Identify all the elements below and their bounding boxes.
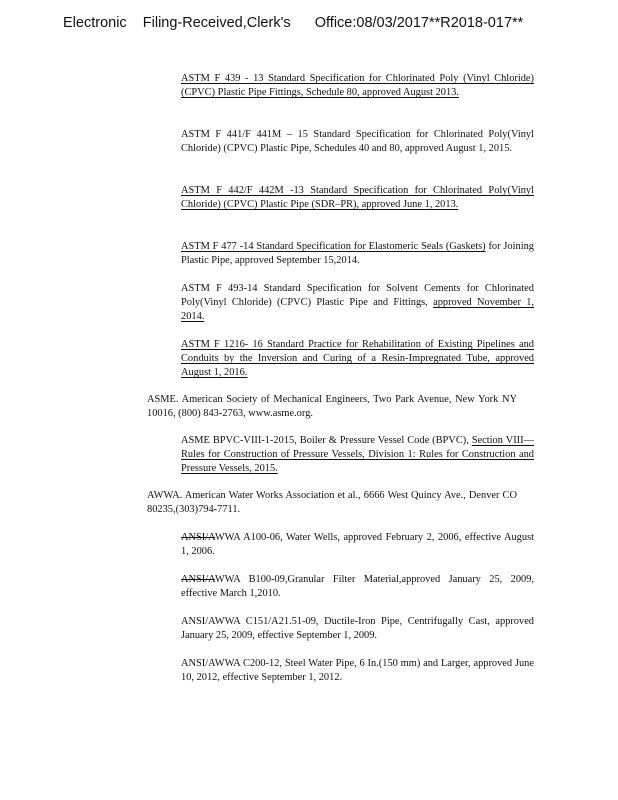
awwa-b100-entry — [181, 573, 534, 601]
asme-bpvc-entry — [181, 434, 534, 476]
entry-text-strike: ANSI/A — [181, 532, 215, 543]
entry-text-underline: approved November 1, 2014. — [181, 297, 535, 322]
awwa-organization: AWWA. American Water Works Association et al., 6666 West Quincy Ave., Denver CO 80235,(303)794-7711. — [147, 490, 517, 515]
entry-text-underline: ASTM F 477 -14 Standard Specification for Elastomeric Seals (Gaskets) — [181, 241, 486, 252]
entry-text-underline: ASTM F 439 - 13 Standard Specification for Chlorinated Poly (Vinyl Chloride) (CPVC) Plastic Pipe Fittings, Schedule 80, approved August 2013. — [181, 73, 534, 98]
entry-text-plain: for Joining Plastic Pipe, approved September 15,2014. — [181, 241, 534, 266]
astm-f439-entry — [181, 72, 534, 100]
astm-f493-entry — [181, 282, 534, 324]
asme-organization: ASME. American Society of Mechanical Engineers, Two Park Avenue, New York NY 10016, (800) 843-2763, www.asme.org. — [147, 394, 517, 419]
entry-text-underline: ASTM F 442/F 442M -13 Standard Specification for Chlorinated Poly(Vinyl Chloride) (CPVC) Plastic Pipe (SDR–PR), approved June 1, 2013. — [181, 185, 534, 210]
entry-text-underline: Section VIII—Rules for Construction of Pressure Vessels, Division 1: Rules for Construction and Pressure Vessels, 2015. — [181, 435, 534, 474]
astm-f441-entry — [181, 128, 534, 156]
awwa-c200-entry — [181, 657, 534, 685]
entry-text-plain: ASTM F 441/F 441M – 15 Standard Specification for Chlorinated Poly(Vinyl Chloride) (CPVC) Plastic Pipe, Schedules 40 and 80, approved August 1, 2015. — [181, 129, 534, 154]
entry-text-plain: ANSI/AWWA C200-12, Steel Water Pipe, 6 In.(150 mm) and Larger, approved June 10, 2012, effective September 1, 2012. — [181, 658, 534, 683]
entry-text-plain: ASME BPVC-VIII-1-2015, Boiler & Pressure Vessel Code (BPVC), — [181, 435, 472, 446]
awwa-a100-entry — [181, 531, 534, 559]
entry-text-strike: ANSI/A — [181, 574, 215, 585]
entry-text-plain: WWA B100-09,Granular Filter Material,approved January 25, 2009, effective March 1,2010. — [181, 574, 534, 599]
entry-text-underline: ASTM F 1216- 16 Standard Practice for Rehabilitation of Existing Pipelines and Conduits by the Inversion and Curing of a Resin-Impregnated Tube, approved August 1, 2016. — [181, 339, 534, 378]
filing-header: Electronic Filing-Received,Clerk's Office:08/03/2017**R2018-017** — [63, 15, 524, 31]
awwa-c151-entry — [181, 615, 534, 643]
astm-f442-entry — [181, 184, 534, 212]
entry-text-plain: WWA A100-06, Water Wells, approved February 2, 2006, effective August 1, 2006. — [181, 532, 534, 557]
astm-f1216-entry — [181, 338, 534, 380]
astm-f477-entry — [181, 240, 534, 268]
entry-text-plain: ANSI/AWWA C151/A21.51-09, Ductile-Iron Pipe, Centrifugally Cast, approved January 25, 2009, effective September 1, 2009. — [181, 616, 534, 641]
entry-text-plain: ASTM F 493-14 Standard Specification for Solvent Cements for Chlorinated Poly(Vinyl Chloride) (CPVC) Plastic Pipe and Fittings, — [181, 283, 534, 308]
